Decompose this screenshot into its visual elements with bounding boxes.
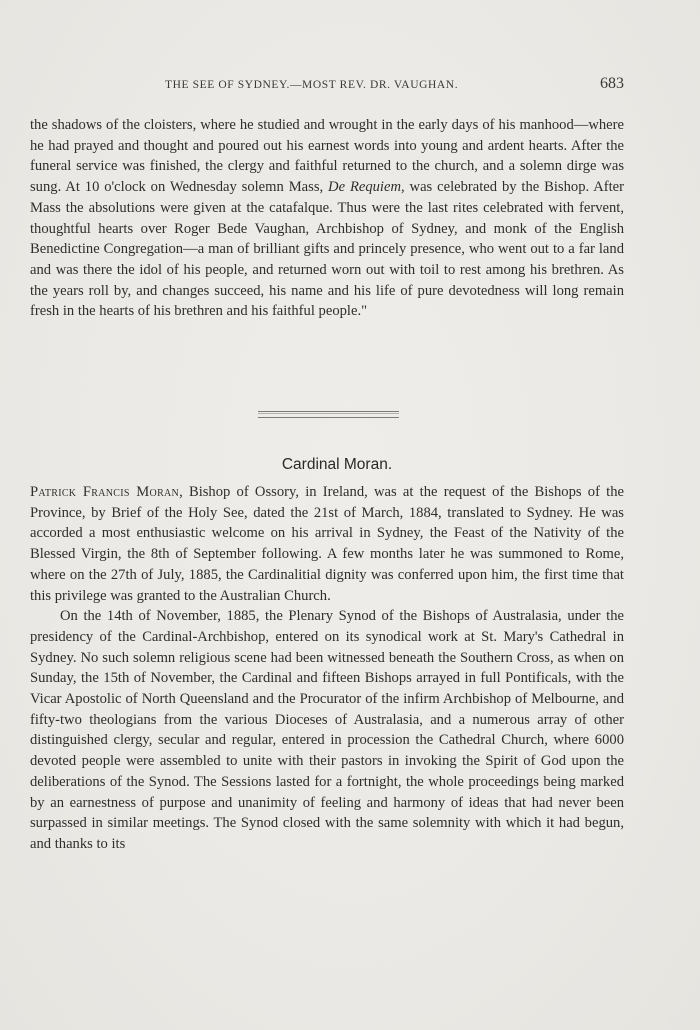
paragraph <box>30 115 624 322</box>
section-divider-midline <box>258 413 399 414</box>
paragraph-text: , Bishop of Ossory, in Ireland, was at the request of the Bishops of the Province, by Brief of the Holy See, dated the 21st of March, 1884, translated to Sydney. He was accorded a most enthusiastic welcome on his arrival in Sydney, the Feast of the Nativity of the Blessed Virgin, the 8th of September following. A few months later he was summoned to Rome, where on the 27th of July, 1885, the Cardinalitial dignity was conferred upon him, the first time that this privilege was granted to the Australian Church. <box>30 484 624 604</box>
section-body <box>30 482 624 855</box>
paragraph-text-cont: was celebrated by the Bishop. After Mass the absolutions were given at the catafalque. Thus were the last rites celebrated with fervent, thoughtful hearts over Roger Bede Vaughan, Archbishop of Sydney, and monk of the English Benedictine Congregation—a man of brilliant gifts and princely presence, who went out to a far land and was there the idol of his people, and returned worn out with toil to rest among his brethren. As the years roll by, and changes succeed, his name and his life of pure devotedness will long remain fresh in the hearts of his brethren and his faithful people." <box>30 179 625 320</box>
running-head: THE SEE OF SYDNEY.—MOST REV. DR. VAUGHAN. <box>165 79 459 91</box>
section-heading: Cardinal Moran. <box>281 456 393 473</box>
paragraph: On the 14th of November, 1885, the Plenary Synod of the Bishops of Australasia, under the presidency of the Cardinal-Archbishop, entered on its synodical work at St. Mary's Cathedral in Sydney. No such solemn religious scene had been witnessed beneath the Southern Cross, as when on Sunday, the 15th of November, the Cardinal and fifteen Bishops arrayed in full Pontificals, with the Vicar Apostolic of North Queensland and the Procurator of the infirm Archbishop of Melbourne, and fifty-two theologians from the various Dioceses of Australasia, and a numerous array of other distinguished clergy, secular and regular, entered in procession the Cathedral Church, where 6000 devoted people were assembled to unite with their pastors in invoking the Spirit of God upon the deliberations of the Synod. The Sessions lasted for a fortnight, the whole proceedings being marked by an earnestness of purpose and unanimity of feeling and harmony of ideas that had never been surpassed in similar meetings. The Synod closed with the same solemnity with which it had begun, and thanks to its <box>30 608 624 852</box>
paragraph-text: the shadows of the cloisters, where he studied and wrought in the early days of his manhood—where he had prayed and thought and poured out his earnest words into young and ardent hearts. After the funeral service was finished, the clergy and faithful returned to the church, and a solemn dirge was sung. At 10 o'clock on Wednesday solemn Mass, <box>30 117 624 196</box>
page-number: 683 <box>600 75 624 92</box>
continued-paragraph-block <box>30 115 624 322</box>
paragraph <box>30 482 624 606</box>
lead-name: Patrick Francis Moran <box>30 484 180 500</box>
italic-phrase: De Requiem, <box>328 179 405 196</box>
